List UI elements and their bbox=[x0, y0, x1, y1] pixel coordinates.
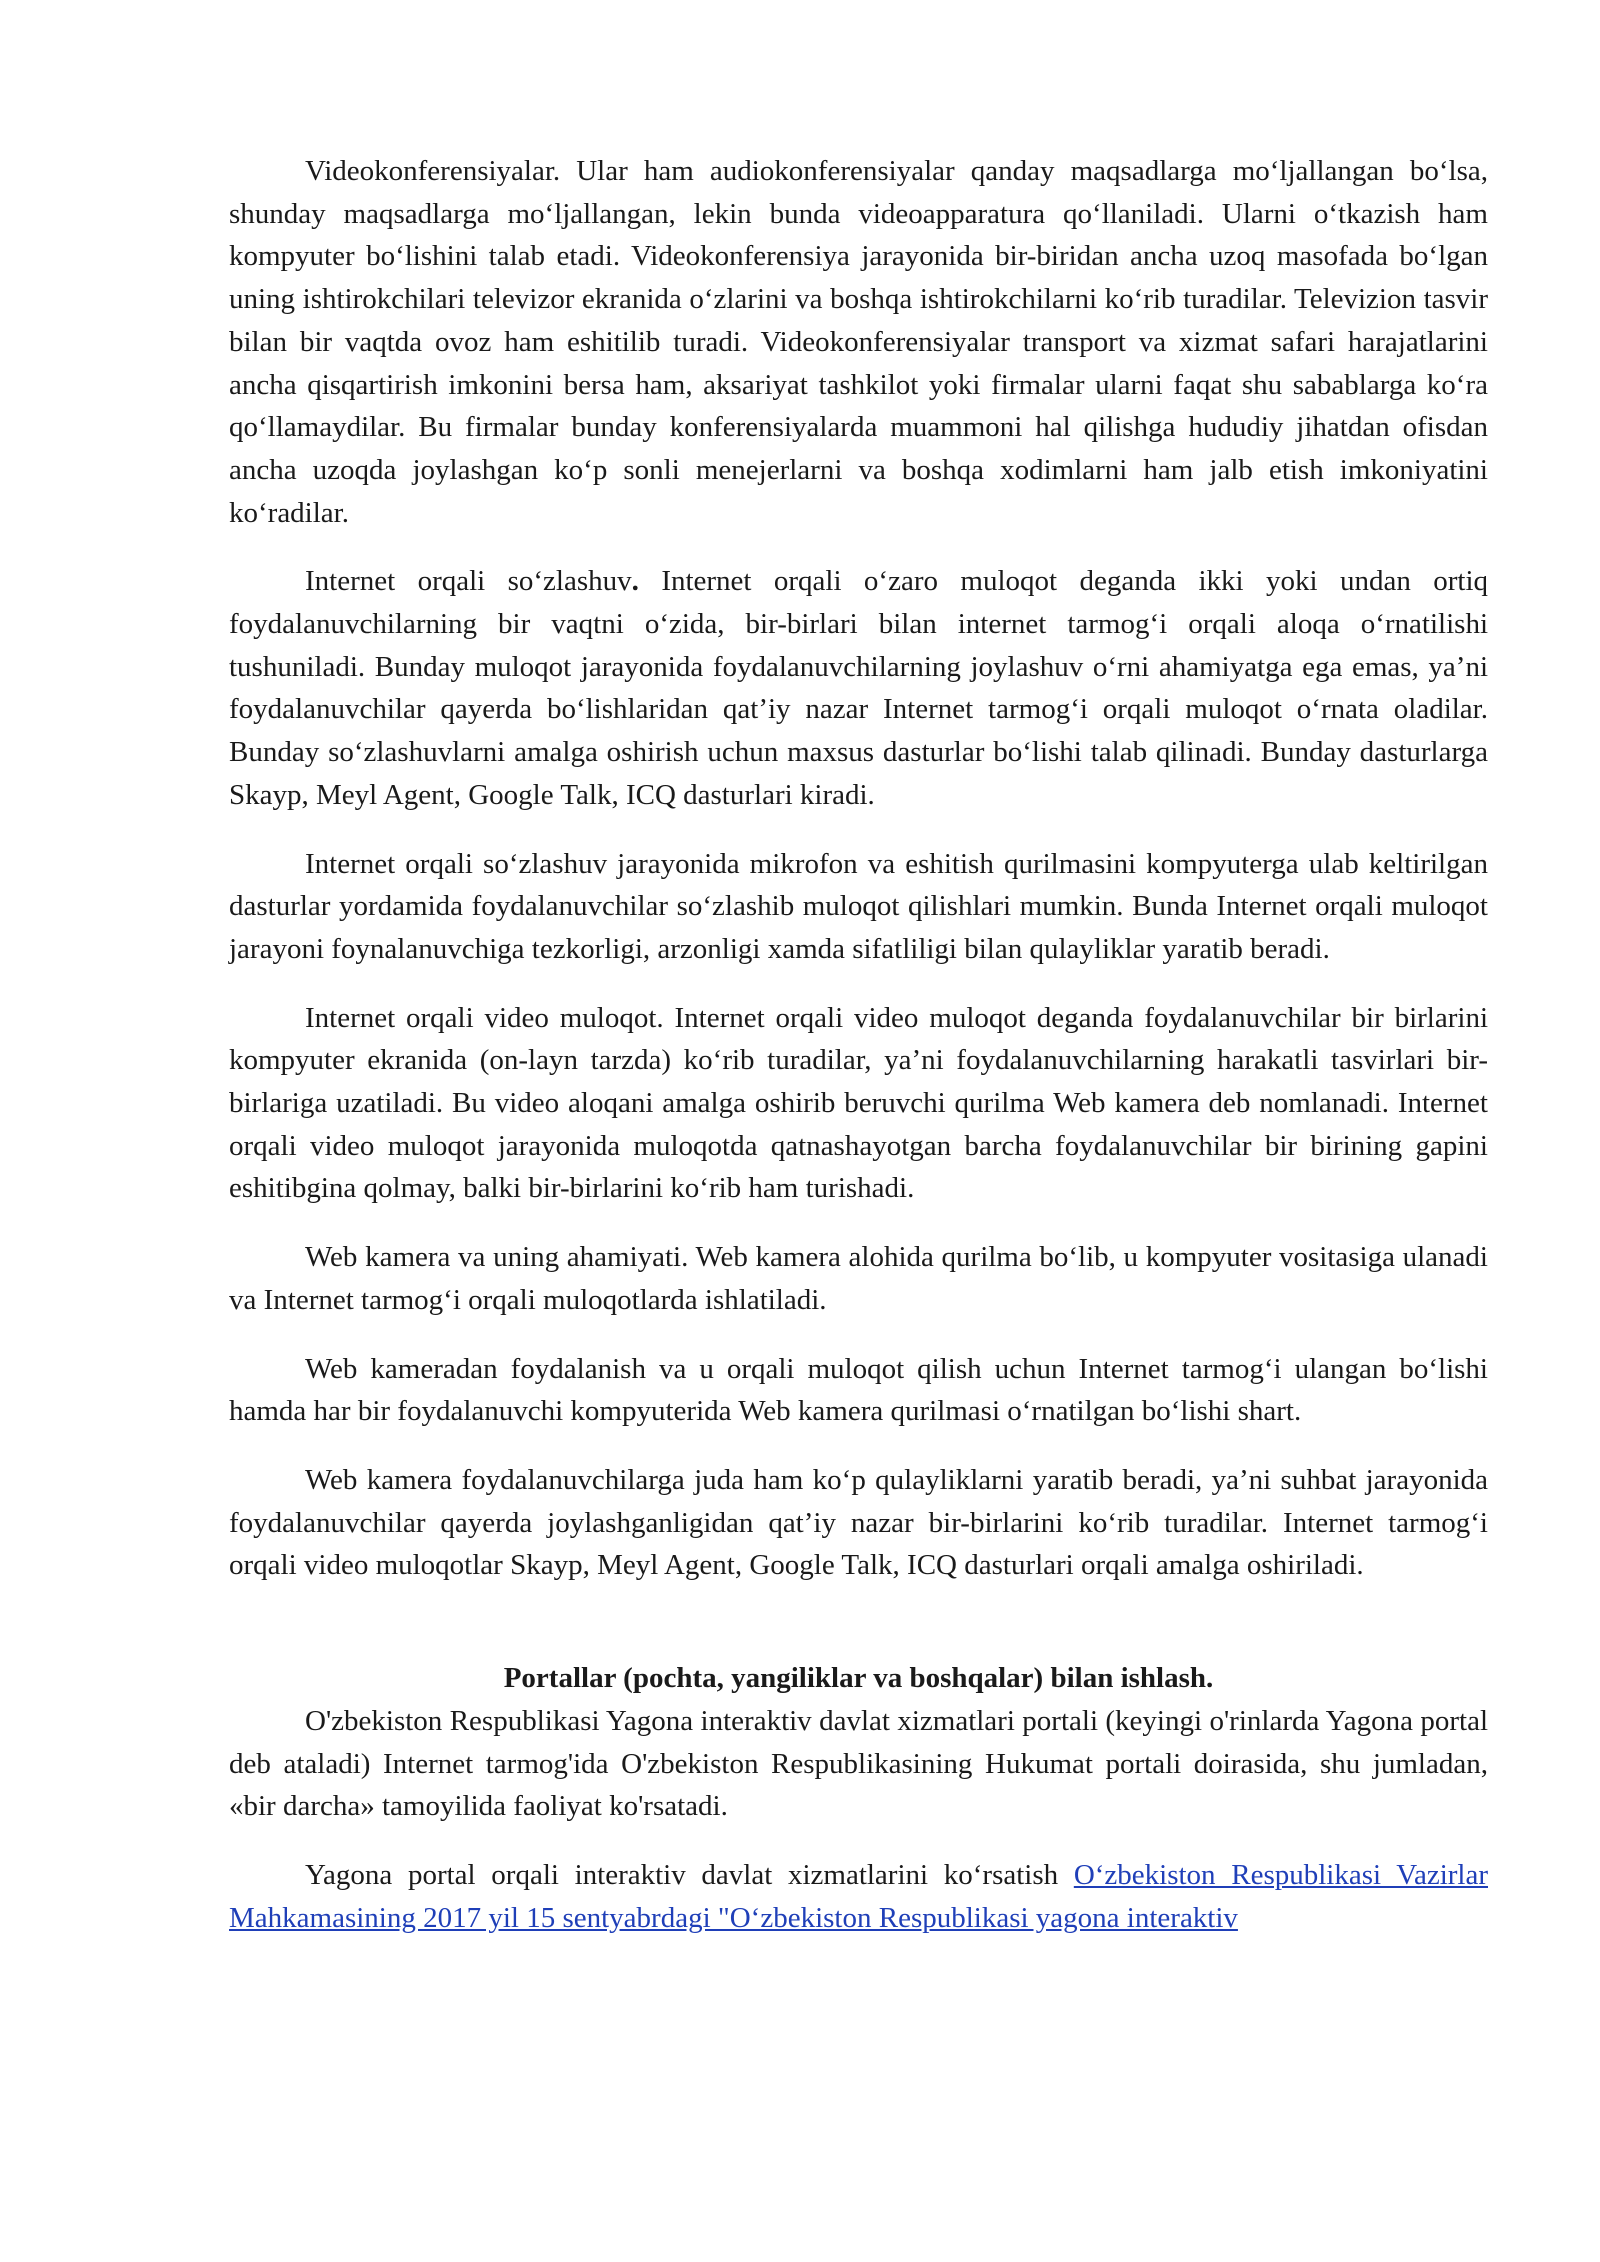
document-page bbox=[229, 150, 1488, 1965]
paragraph-web-kamera-foydalanish: Web kameradan foydalanish va u orqali muloqot qilish uchun Internet tarmogʻi ulangan boʻlishi hamda har bir foydalanuvchi kompyuterida Web kamera qurilmasi oʻrnatilgan boʻlishi shart. bbox=[229, 1352, 1488, 1428]
paragraph-yagona-portal: O'zbekiston Respublikasi Yagona interaktiv davlat xizmatlari portali (keyingi o'rinlarda Yagona portal deb ataladi) Internet tarmog'ida O'zbekiston Respublikasining Hukumat portali doirasida, shu jumladan, «bir darcha» tamoyilida faoliyat ko'rsatadi. bbox=[229, 1704, 1488, 1823]
paragraph-lead: Internet orqali soʻzlashuv bbox=[305, 565, 632, 598]
paragraph-web-kamera-qulayliklar: Web kamera foydalanuvchilarga juda ham koʻp qulayliklarni yaratib beradi, ya’ni suhbat jarayonida foydalanuvchilar qayerda joylashganligidan qat’iy nazar bir-birlarini koʻrib turadilar. Internet tarmogʻi orqali video muloqotlar Skayp, Meyl Agent, Google Talk, ICQ dasturlari orqali amalga oshiriladi. bbox=[229, 1463, 1488, 1582]
paragraph-sozlashuv-jarayoni: Internet orqali soʻzlashuv jarayonida mikrofon va eshitish qurilmasini kompyuterga ulab keltirilgan dasturlar yordamida foydalanuvchilar soʻzlashib muloqot qilishlari mumkin. Bunda Internet orqali muloqot jarayoni foynalanuvchiga tezkorligi, arzonligi xamda sifatliligi bilan qulayliklar yaratib beradi. bbox=[229, 847, 1488, 965]
paragraph-internet-sozlashuv bbox=[229, 560, 1488, 816]
decree-link[interactable]: Oʻzbekiston Respublikasi Vazirlar Mahkamasining 2017 yil 15 sentyabrdagi "Oʻzbekiston Respublikasi yagona interaktiv bbox=[229, 1858, 1488, 1934]
paragraph-body: Internet orqali oʻzaro muloqot deganda ikki yoki undan ortiq foydalanuvchilarning bir vaqtni oʻzida, bir-birlari bilan internet tarmogʻi orqali aloqa oʻrnatilishi tushuniladi. Bunday muloqot jarayonida foydalanuvchilarning joylashuv oʻrni ahamiyatga ega emas, ya’ni foydalanuvchilar qayerda boʻlishlaridan qat’iy nazar Internet tarmogʻi orqali muloqot oʻrnata oladilar. Bunday soʻzlashuvlarni amalga oshirish uchun maxsus dasturlar boʻlishi talab qilinadi. Bunday dasturlarga Skayp, Meyl Agent, Google Talk, ICQ dasturlari kiradi. bbox=[229, 565, 1489, 811]
paragraph-interaktiv-xizmatlar bbox=[229, 1854, 1488, 1939]
paragraph-web-kamera-ahamiyati: Web kamera va uning ahamiyati. Web kamera alohida qurilma boʻlib, u kompyuter vositasiga ulanadi va Internet tarmogʻi orqali muloqotlarda ishlatiladi. bbox=[229, 1241, 1488, 1316]
paragraph-video-muloqot: Internet orqali video muloqot. Internet orqali video muloqot deganda foydalanuvchilar bir birlarini kompyuter ekranida (on-layn tarzda) koʻrib turadilar, ya’ni foydalanuvchilarning harakatli tasvirlari bir-birlariga uzatiladi. Bu video aloqani amalga oshirib beruvchi qurilma Web kamera deb nomlanadi. Internet orqali video muloqot jarayonida muloqotda qatnashayotgan barcha foydalanuvchilar bir birining gapini eshitibgina qolmay, balki bir-birlarini koʻrib ham turishadi. bbox=[229, 1001, 1488, 1205]
paragraph-videokonferensiyalar: Videokonferensiyalar. Ular ham audiokonferensiyalar qanday maqsadlarga moʻljallangan boʻlsa, shunday maqsadlarga moʻljallangan, lekin bunda videoapparatura qoʻllaniladi. Ularni oʻtkazish ham kompyuter boʻlishini talab etadi. Videokonferensiya jarayonida bir-biridan ancha uzoq masofada boʻlgan uning ishtirokchilari televizor ekranida oʻzlarini va boshqa ishtirokchilarni koʻrib turadilar. Televizion tasvir bilan bir vaqtda ovoz ham eshitilib turadi. Videokonferensiyalar transport va xizmat safari harajatlarini ancha qisqartirish imkonini bersa ham, aksariyat tashkilot yoki firmalar ularni faqat shu sabablarga koʻra qoʻllamaydilar. Bu firmalar bunday konferensiyalarda muammoni hal qilishga hududiy jihatdan ofisdan ancha uzoqda joylashgan koʻp sonli menejerlarni va boshqa xodimlarni ham jalb etish imkoniyatini koʻradilar. bbox=[229, 155, 1488, 529]
lead-period: . bbox=[631, 565, 639, 598]
section-heading: Portallar (pochta, yangiliklar va boshqalar) bilan ishlash. bbox=[503, 1662, 1214, 1695]
paragraph-text: Yagona portal orqali interaktiv davlat xizmatlarini koʻrsatish bbox=[305, 1858, 1074, 1891]
